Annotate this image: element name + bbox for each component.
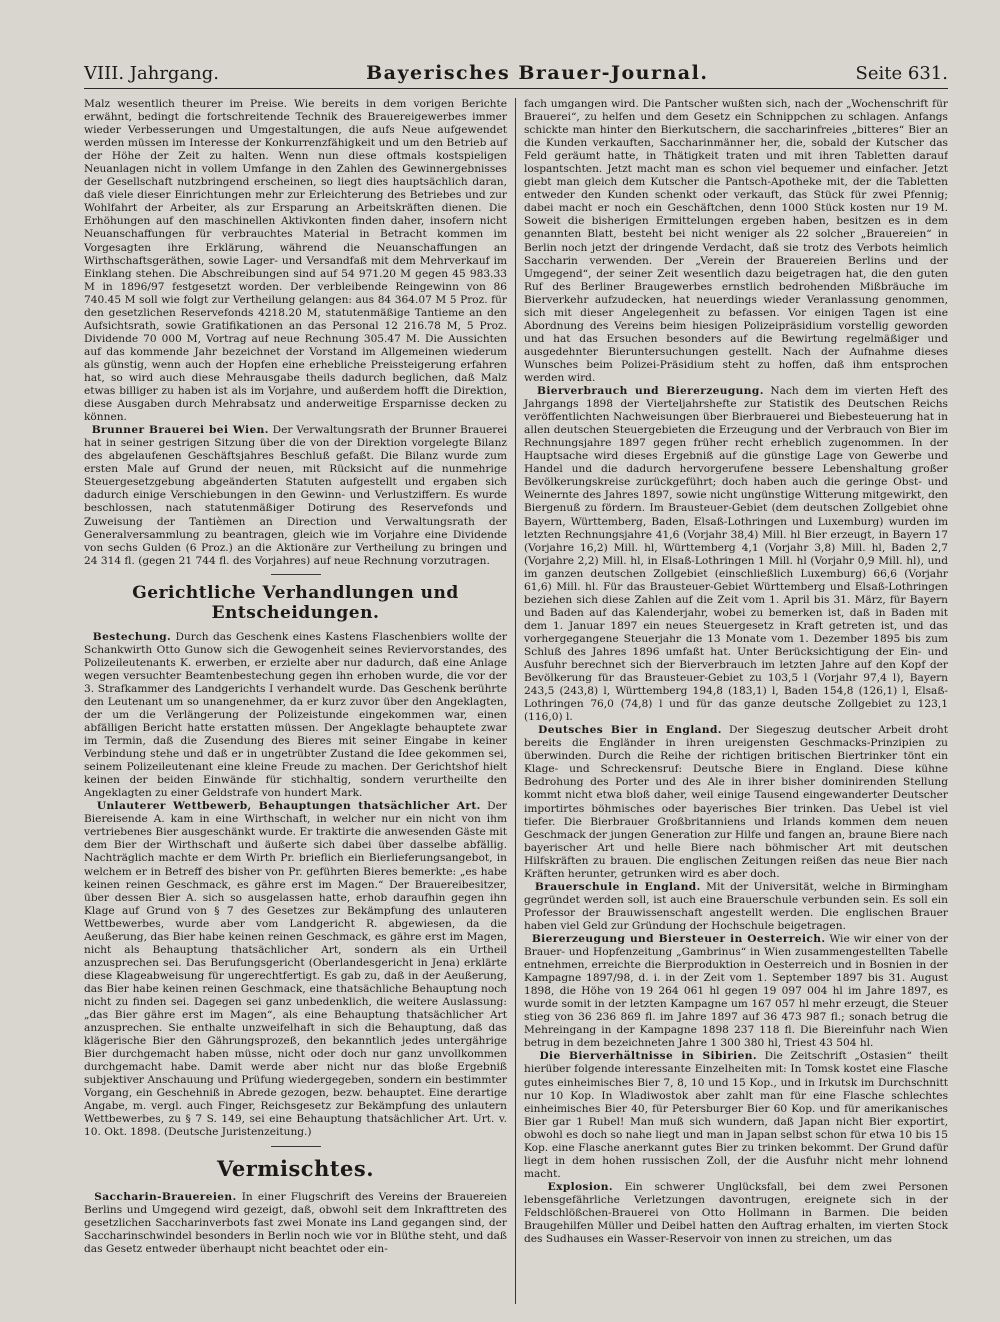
article-explosion (524, 1181, 948, 1246)
article-body: Der Siegeszug deutscher Arbeit droht bereits die Engländer in ihren ureigensten Geschmacks-Prinzipien zu überwinden. Durch die Reihe der richtigen britischen Biertrinker tönt ein Klage- und Schreckensruf: Deutsche Biere in England. Diese kühne Bedrohung des Porter und des Ale in ihrer bisher dominirenden Stellung kommt nicht etwa bloß daher, weil einige Tausend eingewanderter Deutscher importirtes böhmisches oder bayerisches Bier trinken. Das Uebel ist viel tiefer. Die Bierbrauer Großbritanniens und Irlands kommen dem neuen Geschmack der jungen Generation zur Hilfe und fangen an, braune Biere nach bayerischer Art und helle Biere nach böhmischer Art mit deutschen Hilfskräften zu brauen. Die englischen Zeitungen reißen das neue Bier nach Kräften herunter, getrunken wird es aber doch. (524, 724, 948, 880)
article-heading: Bierverbrauch und Biererzeugung. (537, 385, 764, 398)
article-body: Wie wir einer von der Brauer- und Hopfenzeitung „Gambrinus“ in Wien zusammengestellten Tabelle entnehmen, erreichte die Bierproduktion in Oesterreich und in Bosnien in der Kampagne 1897/98, d. i. in der Zeit vom 1. September 1897 bis 31. August 1898, die Höhe von 19 264 061 hl gegen 19 097 004 hl im Jahre 1897, es wurde somit in der letzten Kampagne um 167 057 hl mehr erzeugt, die Steuer stieg von 36 236 869 fl. im Jahre 1897 auf 36 473 987 fl.; sonach betrug die Mehreingang in der Kampagne 1898 237 118 fl. Die Biereinfuhr nach Wien betrug in dem bezeichneten Jahre 1 300 380 hl, Triest 43 504 hl. (524, 933, 948, 1050)
article-heading: Saccharin-Brauereien. (94, 1190, 237, 1203)
article-body: Die Zeitschrift „Ostasien“ theilt hierüber folgende interessante Einzelheiten mit: In Tomsk kostet eine Flasche gutes einheimisches Bier 7, 8, 10 und 15 Kop., und in Irkutsk im Durchschnitt nur 10 Kop. In Wladiwostok aber zahlt man für eine Flasche schlechtes einheimisches Bier 40, für Petersburger Bier 60 Kop. und für amerikanisches Bier gar 1 Rubel! Man muß sich wundern, daß Japan nicht Bier exportirt, obwohl es doch so nahe liegt und man in Japan selbst schon für etwa 10 bis 15 Kop. eine Flasche anerkannt gutes Bier zu trinken bekommt. Der Grund dafür liegt in dem hohen russischen Zoll, der die Ausfuhr nicht mehr lohnend macht. (524, 1050, 948, 1180)
article-body: Nach dem im vierten Heft des Jahrgangs 1898 der Vierteljahrshefte zur Statistik des Deutschen Reichs veröffentlichten Nachweisungen über Bierbrauerei und Biebesteuerung hat in allen deutschen Steuergebieten die Erzeugung und der Verbrauch von Bier im Rechnungsjahre 1897 gegen früher recht erheblich zugenommen. In der Hauptsache wird dieses Ergebniß auf die günstige Lage von Gewerbe und Handel und die dadurch hervorgerufene bessere Lebenshaltung großer Bevölkerungskreise zurückgeführt; doch haben auch die geringe Obst- und Weinernte des Jahres 1897, sowie nicht ungünstige Witterung mitgewirkt, den Biergenuß zu fördern. Im Brausteuer-Gebiet (dem deutschen Zollgebiet ohne Bayern, Württemberg, Baden, Elsaß-Lothringen und Luxemburg) wurden im letzten Rechnungsjahre 41,6 (Vorjahr 38,4) Mill. hl Bier erzeugt, in Bayern 17 (Vorjahre 16,2) Mill. hl, Württemberg 4,1 (Vorjahr 3,8) Mill. hl, Baden 2,7 (Vorjahre 2,2) Mill. hl, in Elsaß-Lothringen 1 Mill. hl (Vorjahr 0,9 Mill. hl), und im ganzen deutschen Zollgebiet (einschließlich Luxemburg) 66,6 (Vorjahr 61,6) Mill. hl. Für das Brausteuer-Gebiet Württemberg und Elsaß-Lothringen beziehen sich diese Zahlen auf die Zeit vom 1. April bis 31. März, für Bayern und Baden auf das Kalenderjahr, wobei zu bemerken ist, daß in Baden mit dem 1. Januar 1897 ein neues Steuergesetz in Kraft getreten ist, und das vorhergegangene Steuerjahr die 13 Monate vom 1. Dezember 1895 bis zum Schluß des Jahres 1896 umfaßt hat. Unter Berücksichtigung der Ein- und Ausfuhr berechnet sich der Bierverbrauch im letzten Jahre auf den Kopf der Bevölkerung für das Brausteuer-Gebiet zu 103,5 l (Vorjahr 97,4 l), Bayern 243,5 (243,8) l, Württemberg 194,8 (183,1) l, Baden 154,8 (126,1) l, Elsaß-Lothringen 76,0 (74,8) l und für das ganze deutsche Zollgebiet zu 123,1 (116,0) l. (524, 385, 948, 724)
section-title-court: Gerichtliche Verhandlungen und Entscheidungen. (132, 582, 459, 623)
divider (271, 574, 321, 575)
article-body: Der Verwaltungsrath der Brunner Brauerei hat in seiner gestrigen Sitzung über die von der Direktion vorgelegte Bilanz des abgelaufenen Geschäftsjahres Beschluß gefaßt. Die Bilanz wurde zum ersten Male auf Grund der neuen, mit Rücksicht auf die nunmehrige Steuergesetzgebung abgeänderten Statuten aufgestellt und ergaben sich dadurch einige Verschiebungen in den Gewinn- und Verlustziffern. Es wurde beschlossen, nach statutenmäßiger Dotirung des Reservefonds und Zuweisung der Tantièmen an Direction und Verwaltungsrath der Generalversammlung zu beantragen, gleich wie im Vorjahre eine Dividende von sechs Gulden (6 Proz.) an die Aktionäre zur Vertheilung zu bringen und 24 314 fl. (gegen 21 744 fl. des Vorjahres) auf neue Rechnung vorzutragen. (84, 424, 508, 567)
article-bestechung (84, 631, 507, 801)
article-body: Mit der Universität, welche in Birmingham gegründet werden soll, ist auch eine Brauerschule verbunden sein. Es soll ein Professor der Brauwissenschaft angestellt werden. Die englischen Brauer haben viel Geld zur Gründung der Hochschule beigetragen. (524, 880, 948, 932)
article-heading: Brunner Brauerei bei Wien. (91, 424, 269, 437)
article-heading: Deutsches Bier in England. (538, 724, 722, 737)
article-columns (84, 98, 948, 1304)
article-sibirien (524, 1050, 948, 1180)
journal-title: Bayerisches Brauer-Journal. (366, 62, 709, 84)
article-brunner (84, 424, 507, 568)
article-heading: Brauerschule in England. (534, 880, 701, 893)
page-header (84, 58, 948, 89)
article-saccharin (84, 1191, 507, 1256)
article-england (524, 724, 948, 881)
brewery-report-paragraph: Malz wesentlich theurer im Preise. Wie bereits in dem vorigen Berichte erwähnt, bedingt die fortschreitende Technik des Brauereigewerbes immer wieder Verbesserungen und Umgestaltungen, die aufs Neue aufgewendet werden müssen im Interesse der Konkurrenzfähigkeit und um den Betrieb auf der Höhe der Zeit zu halten. Wenn nun diese oftmals kostspieligen Neuanlagen nicht in vollem Umfange in den Zahlen des Gewinnergebnisses der Gesellschaft nutzbringend erscheinen, so liegt dies hauptsächlich daran, daß viele dieser Einrichtungen mehr zur Erleichterung des Betriebes und zur Wohlfahrt der Arbeiter, als zur Ersparung an Arbeitskräften dienen. Die Erhöhungen auf den maschinellen Aktivkonten finden daher, insofern nicht Neuanschaffungen für verbrauchtes Material in Betracht kommen im Vorgesagten ihre Erklärung, während die Neuanschaffungen an Wirthschaftsgeräthen, sowie Lager- und Versandfaß mit dem Mehrverkauf im Einklang stehen. Die Abschreibungen sind auf 54 971.20 M gegen 45 983.33 M in 1896/97 festgesetzt worden. Der verbleibende Reingewinn von 86 740.45 M soll wie folgt zur Vertheilung gelangen: aus 84 364.07 M 5 Proz. für den gesetzlichen Reservefonds 4218.20 M, statutenmäßige Tantieme an den Aufsichtsrath, sowie Gratifikationen an das Personal 12 216.78 M, 5 Proz. Dividende 70 000 M, Vortrag auf neue Rechnung 305.47 M. Die Aussichten auf das kommende Jahr bezeichnet der Vorstand im Allgemeinen wiederum als günstig, wenn auch der Hopfen eine erhebliche Preissteigerung erfahren hat, so wird auch diese Mehrausgabe theils dadurch beglichen, daß Malz etwas billiger zu haben ist als im Vorjahre, und außerdem hofft die Direktion, diese Ausgaben durch Mehrabsatz und anderweitige Ersparnisse decken zu können. (84, 98, 507, 424)
article-bierverbrauch (524, 385, 948, 724)
article-body: Ein schwerer Unglücksfall, bei dem zwei Personen lebensgefährliche Verletzungen davontrugen, ereignete sich in der Feldschlößchen-Brauerei von Otto Hollmann in Barmen. Die beiden Braugehilfen Müller und Deibel hatten den Auftrag erhalten, im vierten Stock des Sudhauses ein Wasser-Reservoir von innen zu streichen, um das (524, 1180, 948, 1246)
article-heading: Unlauterer Wettbewerb, Behauptungen thatsächlicher Art. (96, 800, 481, 813)
divider (271, 1146, 321, 1147)
article-saccharin-continued: fach umgangen wird. Die Pantscher wußten sich, nach der „Wochenschrift für Brauerei“, zu helfen und dem Gesetz ein Schnippchen zu schlagen. Anfangs schickte man hinter den Bierkutschern, die saccharinfreies „bitteres“ Bier an die Kunden verkauften, Saccharinmänner her, die, sobald der Kutscher das Feld geräumt hatte, in Thätigkeit traten und mit ihren Tabletten darauf lospantschten. Jetzt macht man es schon viel bequemer und einfacher. Jetzt giebt man gleich dem Kutscher die Pantsch-Apotheke mit, der die Tabletten entweder den Kunden schenkt oder verkauft, das Stück für zwei Pfennig; dabei macht er noch ein Geschäftchen, denn 1000 Stück kosten nur 19 M. Soweit die bisherigen Ermittelungen ergeben haben, besitzen es in dem genannten Blatt, besteht bei nicht weniger als 22 solcher „Brauereien“ in Berlin noch jetzt der dringende Verdacht, daß sie trotz des Verbots heimlich Saccharin verwenden. Der „Verein der Brauereien Berlins und der Umgegend“, der seiner Zeit wesentlich dazu beigetragen hat, die den guten Ruf des Berliner Braugewerbes ernstlich bedrohenden Mißbräuche im Bierverkehr aufzudecken, hat neuerdings wieder Veranlassung genommen, sich mit dieser Angelegenheit zu befassen. Vor einigen Tagen ist eine Abordnung des Vereins beim hiesigen Polizeipräsidium vorstellig geworden und hat das Ersuchen besonders auf die Bewirtung regelmäßiger und ausgedehnter Bieruntersuchungen gestellt. Nach der Aufnahme dieses Wunsches beim Polizei-Präsidium steht zu hoffen, daß ihm entsprochen werden wird. (524, 98, 948, 384)
article-body: In einer Flugschrift des Vereins der Brauereien Berlins und Umgegend wird gezeigt, daß, obwohl seit dem Inkrafttreten des gesetzlichen Saccharinverbots fast zwei Monate ins Land gegangen sind, der Saccharinschwindel besonders in Berlin noch wie vor in Blüthe steht, und daß das Gesetz entweder überhaupt nicht beachtet oder ein- (84, 1190, 507, 1255)
page-number: Seite 631. (855, 63, 948, 84)
article-oesterreich (524, 933, 948, 1050)
volume-label: VIII. Jahrgang. (84, 63, 220, 84)
article-heading: Die Bierverhältnisse in Sibirien. (539, 1050, 757, 1063)
right-column (516, 98, 948, 1304)
article-wettbewerb (84, 800, 507, 1139)
article-heading: Bestechung. (92, 630, 172, 643)
article-heading: Biererzeugung und Biersteuer in Oesterreich. (531, 933, 826, 945)
article-brauerschule (524, 881, 948, 933)
article-heading: Explosion. (547, 1180, 613, 1193)
article-body: Durch das Geschenk eines Kastens Flaschenbiers wollte der Schankwirth Otto Gunow sich die Gewogenheit seines Reviervorstandes, des Polizeileutenants K. erwerben, er erzielte aber nur dadurch, daß eine Anlage wegen versuchter Beamtenbestechung gegen ihn erhoben wurde, die vor der 3. Strafkammer des Landgerichts I verhandelt wurde. Das Geschenk berührte den Leutenant um so unangenehmer, da er kurz zuvor über den Angeklagten, der um die Verlängerung der Polizeistunde eingekommen war, einen abfälligen Bericht hatte erstatten müssen. Der Angeklagte behauptete zwar im Termin, daß die Zusendung des Bieres mit seiner Eingabe in keiner Verbindung stehe und daß er in ungetrübter Zustand die Idee gekommen sei, seinem Polizeileutenant eine kleine Freude zu machen. Der Gerichtshof hielt keinen der beiden Einwände für stichhaltig, sondern verurtheilte den Angeklagten zu einer Geldstrafe von hundert Mark. (84, 630, 507, 800)
left-column (84, 98, 516, 1304)
article-body: Der Biereisende A. kam in eine Wirthschaft, in welcher nur ein nicht von ihm vertriebenes Bier ausgeschänkt wurde. Er traktirte die anwesenden Gäste mit dem Bier der Wirthschaft und äußerte sich dabei über dasselbe abfällig. Nachträglich machte er dem Wirth Pr. brieflich ein Bierlieferungsangebot, in welchem er in Betreff des bisher von Pr. geführten Bieres bemerkte: „es habe keinen reinen Geschmack, es gähre erst im Magen.“ Der Brauereibesitzer, über dessen Bier A. sich so ausgelassen hatte, erhob daraufhin gegen ihn Klage auf Grund von § 7 des Gesetzes zur Bekämpfung des unlauteren Wettbewerbes, wurde aber vom Landgericht R. abgewiesen, da die Aeußerung, das Bier habe keinen reinen Geschmack, es gähre erst im Magen, nicht als Behauptung thatsächlicher Art, sondern als ein Urtheil anzusprechen sei. Das Berufungsgericht (Oberlandesgericht in Jena) erklärte diese Klageabweisung für ungerechtfertigt. Es gab zu, daß in der Aeußerung, das Bier habe keinen reinen Geschmack, eine thatsächliche Behauptung noch nicht zu finden sei. Dagegen sei ganz unbedenklich, die weitere Auslassung: „das Bier gähre erst im Magen“, als eine Behauptung thatsächlicher Art anzusprechen. Sie enthalte unzweifelhaft in sich die Behauptung, daß das klägerische Bier den Gährungsprozeß, den bekanntlich jedes untergährige Bier durchgemacht haben müsse, nicht oder doch nur ganz unvollkommen durchgemacht habe. Damit werde aber nicht nur das bloße Ergebniß subjektiver Anschauung und Prüfung wiedergegeben, sondern ein bestimmter Vorgang, ein Geschehniß in Abrede gezogen, bezw. behauptet. Eine derartige Angabe, m. vergl. auch Finger, Reichsgesetz zur Bekämpfung des unlautern Wettbewerbes, zu § 7 S. 149, sei eine Behauptung thatsächlicher Art. Urt. v. 10. Okt. 1898. (Deutsche Juristenzeitung.) (84, 800, 507, 1139)
section-title-misc: Vermischtes. (216, 1155, 375, 1181)
